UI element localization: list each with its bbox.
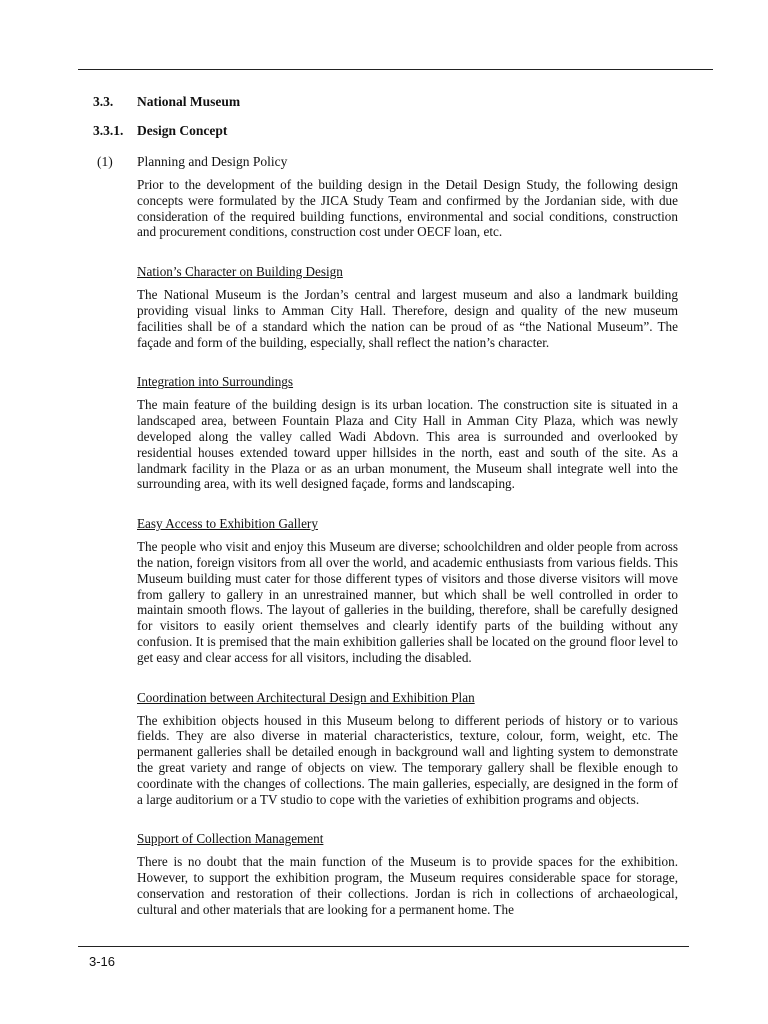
subsection-number: 3.3.1. [93, 123, 124, 138]
subsection-title: Design Concept [137, 123, 228, 138]
item-number: (1) [97, 154, 113, 169]
section-heading [93, 93, 240, 111]
topic-paragraph-coordination: The exhibition objects housed in this Museum belong to different periods of history or to various fields. They are also diverse in material characteristics, texture, colour, form, weight, etc. The permanent galleries shall be detailed enough in background wall and lighting system to demonstrate the great variety and range of objects on view. The temporary gallery shall be flexible enough to coordinate with the changes of collections. The main galleries, especially, are designed in the form of a large auditorium or a TV studio to cope with the varieties of exhibition programs and objects. [137, 712, 678, 807]
header-rule [78, 69, 713, 70]
topic-heading-national-character: Nation’s Character on Building Design [137, 264, 343, 280]
topic-heading-collection-management: Support of Collection Management [137, 831, 324, 847]
section-title: National Museum [137, 94, 241, 109]
topic-paragraph-integration: The main feature of the building design is its urban location. The construction site is situated in a landscaped area, between Fountain Plaza and City Hall in Amman City Plaza, which was newly developed along the valley called Wadi Abdovn. This area is surrounded and overlooked by residential houses extended toward upper hillsides in the north, east and south of the site. As a landmark facility in the Plaza or as an urban monument, the Museum shall integrate well into the surrounding area, with its well designed façade, forms and landscaping. [137, 397, 678, 492]
topic-heading-easy-access: Easy Access to Exhibition Gallery [137, 516, 318, 532]
topic-paragraph-national-character: The National Museum is the Jordan’s central and largest museum and also a landmark building providing visual links to Amman City Hall. Therefore, design and quality of the new museum facilities shall be of a standard which the nation can be proud of as “the National Museum”. The façade and form of the building, especially, shall reflect the nation’s character. [137, 287, 678, 350]
topic-paragraph-collection-management: There is no doubt that the main function of the Museum is to provide spaces for the exhibition. However, to support the exhibition program, the Museum requires considerable space for storage, conservation and restoration of their collections. Jordan is rich in collections of archaeological, cultural and other materials that are looking for a permanent home. The [137, 854, 678, 917]
item-heading [97, 153, 287, 171]
subsection-heading [93, 122, 227, 140]
topic-heading-integration: Integration into Surroundings [137, 374, 294, 390]
page-number: 3-16 [89, 954, 116, 969]
section-number: 3.3. [93, 94, 114, 109]
topic-paragraph-easy-access: The people who visit and enjoy this Museum are diverse; schoolchildren and older people from across the nation, foreign visitors from all over the world, and academic enthusiasts from various fields. This Museum building must cater for those different types of visitors and those diverse visitors will move from gallery to gallery in an unrestrained manner, but which shall be well controlled in order to maintain smooth flows. The layout of galleries in the building, therefore, shall be carefully designed for visitors to easily orient themselves and clearly identify parts of the building without any confusion. It is premised that the main exhibition galleries shall be located on the ground floor level to get easy and clear access for all visitors, including the disabled. [137, 539, 678, 665]
topic-heading-coordination: Coordination between Architectural Design and Exhibition Plan [137, 689, 475, 705]
footer-rule [78, 946, 689, 947]
body-text [137, 177, 678, 942]
item-title: Planning and Design Policy [137, 154, 288, 169]
intro-paragraph: Prior to the development of the building design in the Detail Design Study, the following design concepts were formulated by the JICA Study Team and confirmed by the Jordanian side, with due consideration of the required building functions, environmental and social conditions, construction and procurement conditions, construction cost under OECF loan, etc. [137, 177, 678, 240]
